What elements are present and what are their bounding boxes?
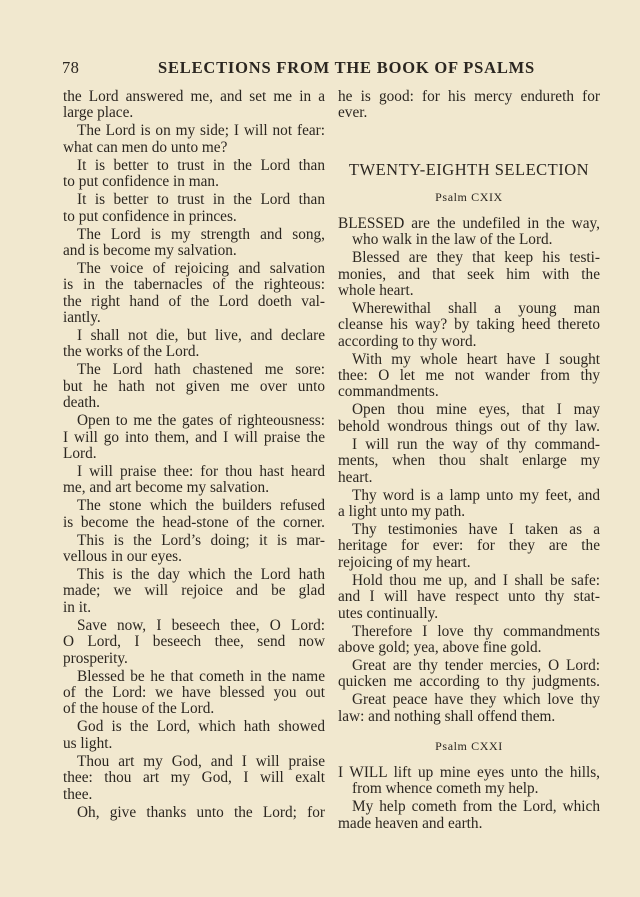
text-line: This is the day which the Lord hath bbox=[77, 566, 325, 584]
text-line: large place. bbox=[63, 104, 134, 122]
text-line: Wherewithal shall a young man bbox=[352, 299, 600, 317]
text-line: I shall not die, but live, and declare bbox=[77, 327, 325, 345]
text-line: of the Lord: we have blessed you out bbox=[63, 683, 325, 701]
text-line: The Lord is my strength and song, bbox=[77, 225, 325, 243]
text-line: and I will have respect unto thy stat- bbox=[338, 588, 600, 606]
text-line: rejoicing of my heart. bbox=[338, 553, 471, 571]
text-line: It is better to trust in the Lord than bbox=[77, 156, 325, 174]
text-line: ments, when thou shalt enlarge my bbox=[338, 452, 600, 470]
text-line: above gold; yea, above fine gold. bbox=[338, 638, 542, 656]
text-line: vellous in our eyes. bbox=[63, 548, 182, 566]
left-column bbox=[63, 89, 325, 821]
text-line: us light. bbox=[63, 734, 113, 752]
text-line: I will go into them, and I will praise the bbox=[63, 428, 325, 446]
running-title: SELECTIONS FROM THE BOOK OF PSALMS bbox=[158, 58, 535, 77]
page-header bbox=[62, 58, 602, 82]
left-column-text bbox=[63, 89, 325, 821]
text-line: heritage for ever: for they are the bbox=[338, 537, 600, 555]
text-line: The stone which the builders refused bbox=[77, 497, 325, 515]
text-line: death. bbox=[63, 394, 100, 412]
text-line: The voice of rejoicing and salvation bbox=[77, 259, 325, 277]
page-number: 78 bbox=[62, 58, 80, 77]
text-line: quicken me according to thy judgments. bbox=[338, 673, 600, 691]
text-line: God is the Lord, which hath showed bbox=[77, 718, 325, 736]
right-column bbox=[338, 89, 600, 832]
text-line: This is the Lord’s doing; it is mar- bbox=[77, 531, 325, 549]
psalm-121-text bbox=[338, 765, 600, 832]
text-line: prosperity. bbox=[63, 649, 128, 667]
text-line: iantly. bbox=[63, 309, 101, 327]
text-line: Oh, give thanks unto the Lord; for bbox=[77, 803, 325, 821]
text-line: heart. bbox=[338, 468, 373, 486]
right-column-continuation bbox=[338, 89, 600, 122]
text-line: ever. bbox=[338, 104, 368, 122]
text-line: thee: thou art my God, I will exalt bbox=[63, 769, 325, 787]
text-line: what can men do unto me? bbox=[63, 138, 228, 156]
text-line: Thy testimonies have I taken as a bbox=[352, 520, 600, 538]
text-line: the works of the Lord. bbox=[63, 343, 200, 361]
text-line: Thou art my God, and I will praise bbox=[77, 752, 325, 770]
text-line: Blessed are they that keep his testi- bbox=[352, 249, 600, 267]
text-line: the right hand of the Lord doeth val- bbox=[63, 292, 325, 310]
text-line: I will praise thee: for thou hast heard bbox=[77, 462, 325, 480]
text-line: is become the head-stone of the corner. bbox=[63, 513, 325, 531]
text-line: from whence cometh my help. bbox=[352, 780, 539, 798]
text-line: thee. bbox=[63, 785, 93, 803]
text-line: thee: O let me not wander from thy bbox=[338, 367, 600, 385]
text-line: The Lord is on my side; I will not fear: bbox=[77, 122, 325, 140]
text-line: Save now, I beseech thee, O Lord: bbox=[77, 616, 325, 634]
text-line: commandments. bbox=[338, 383, 439, 401]
text-line: who walk in the law of the Lord. bbox=[352, 231, 553, 249]
text-line: Lord. bbox=[63, 444, 97, 462]
text-line: cleanse his way? by taking heed thereto bbox=[338, 316, 600, 334]
text-line: utes continually. bbox=[338, 604, 439, 622]
text-line: the Lord answered me, and set me in a bbox=[63, 88, 325, 105]
psalm-119-heading: Psalm CXIX bbox=[435, 189, 503, 204]
text-line: Therefore I love thy commandments bbox=[352, 622, 600, 640]
text-line: of the house of the Lord. bbox=[63, 700, 215, 718]
text-line: he is good: for his mercy endureth for bbox=[338, 88, 600, 105]
text-line: and is become my salvation. bbox=[63, 241, 237, 259]
text-line: made heaven and earth. bbox=[338, 814, 483, 832]
psalm-119-text bbox=[338, 216, 600, 725]
text-line: me, and art become my salvation. bbox=[63, 479, 270, 497]
text-line: O Lord, I beseech thee, send now bbox=[63, 633, 325, 651]
selection-title: TWENTY-EIGHTH SELECTION bbox=[348, 159, 590, 179]
text-line: It is better to trust in the Lord than bbox=[77, 191, 325, 209]
text-line: My help cometh from the Lord, which bbox=[352, 798, 600, 816]
text-line: but he hath not given me over unto bbox=[63, 377, 325, 395]
text-line: Open thou mine eyes, that I may bbox=[352, 401, 600, 419]
text-line: to put confidence in princes. bbox=[63, 207, 237, 225]
psalm-121-heading: Psalm CXXI bbox=[435, 739, 503, 754]
text-line: I WILL lift up mine eyes unto the hills, bbox=[338, 764, 600, 782]
text-line: The Lord hath chastened me sore: bbox=[77, 361, 325, 379]
text-line: Blessed be he that cometh in the name bbox=[77, 667, 325, 685]
text-line: is in the tabernacles of the righteous: bbox=[63, 276, 325, 294]
text-line: I will run the way of thy command- bbox=[352, 435, 600, 453]
text-line: behold wondrous things out of thy law. bbox=[338, 417, 600, 435]
text-line: whole heart. bbox=[338, 281, 414, 299]
text-line: Great peace have they which love thy bbox=[352, 691, 600, 709]
text-line: BLESSED are the undefiled in the way, bbox=[338, 214, 600, 232]
text-line: Hold thou me up, and I shall be safe: bbox=[352, 571, 600, 589]
text-line: a light unto my path. bbox=[338, 502, 466, 520]
text-line: to put confidence in man. bbox=[63, 173, 219, 191]
text-line: Thy word is a lamp unto my feet, and bbox=[352, 486, 600, 504]
text-line: made; we will rejoice and be glad bbox=[63, 582, 325, 600]
text-line: according to thy word. bbox=[338, 332, 477, 350]
text-line: With my whole heart have I sought bbox=[352, 350, 600, 368]
text-line: Great are thy tender mercies, O Lord: bbox=[352, 656, 600, 674]
text-line: in it. bbox=[63, 598, 92, 616]
text-line: law: and nothing shall offend them. bbox=[338, 707, 556, 725]
text-line: Open to me the gates of righteousness: bbox=[77, 412, 325, 430]
text-line: monies, and that seek him with the bbox=[338, 265, 600, 283]
